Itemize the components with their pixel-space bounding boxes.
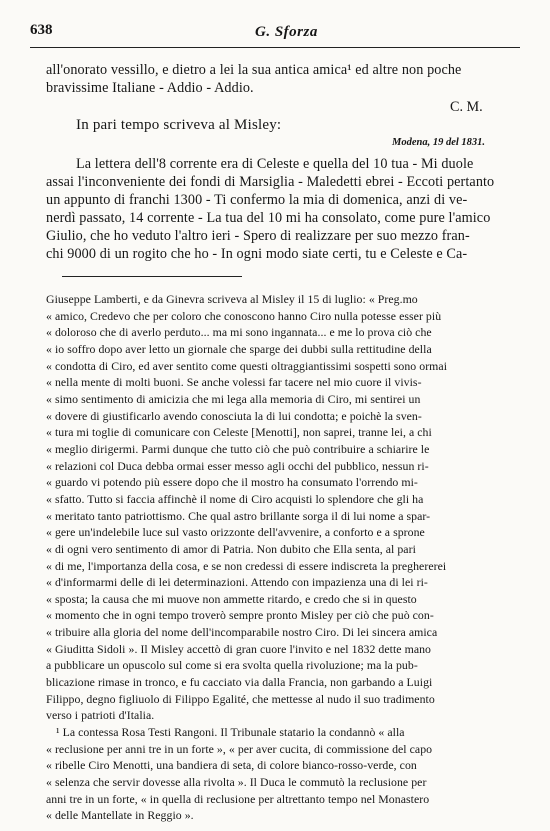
footnote-line: « io soffro dopo aver letto un giornale che sparge dei dubbi sulla rettitudine della <box>46 341 432 356</box>
footnote-line: « ribelle Ciro Menotti, una bandiera di seta, di colore bianco-rosso-verde, con <box>46 758 417 773</box>
page-number: 638 <box>30 22 53 38</box>
footnote-line: Filippo, degno figliuolo di Filippo Egalité, che mettesse al nudo il suo tradimento <box>46 691 435 706</box>
footnote-separator <box>62 276 242 277</box>
footnote-line: « simo sentimento di amicizia che mi lega alla memoria di Ciro, mi sentirei un <box>46 391 421 406</box>
text-line: bravissime Italiane - Addio - Addio. <box>46 80 254 96</box>
footnote-line: « Giuditta Sidoli ». Il Misley accettò di gran cuore l'invito e nel 1832 dette mano <box>46 641 432 656</box>
text-line: La lettera dell'8 corrente era di Celeste e quella del 10 tua - Mi duole <box>76 156 474 172</box>
footnote-line: « meritato tanto patriottismo. Che qual astro brillante sorga il di lui nome a spar- <box>46 508 431 523</box>
footnote-line: « selenza che servir dovesse alla rivolta ». Il Duca le commutò la reclusione per <box>46 775 427 790</box>
text-line: Giulio, che ho veduto l'altro ieri - Spero di realizzare per suo mezzo fran- <box>46 228 470 244</box>
page-header <box>0 0 550 50</box>
dateline: Modena, 19 del 1831. <box>392 137 486 148</box>
footnote-line: « nella mente di molti buoni. Se anche volessi far tacere nel mio cuore il vivis- <box>46 375 422 390</box>
footnote-line: « condotta di Ciro, ed aver sentito come questi oltraggiantissimi sospetti sono ormai <box>46 358 448 373</box>
footnote-line: verso i patrioti d'Italia. <box>46 708 155 723</box>
footnote-line: « momento che in ogni tempo troverò sempre pronto Misley per ciò che può con- <box>46 608 434 623</box>
signature: C. M. <box>450 99 483 115</box>
footnote-line: « doloroso che di averlo perduto... ma mi sono ingannata... e me lo prova ciò che <box>46 325 432 340</box>
text-line: nerdì passato, 14 corrente - La tua del 10 mi ha consolato, come pure l'amico <box>46 210 491 226</box>
footnote-line: « delle Mantellate in Reggio ». <box>46 808 194 823</box>
footnote-line: « reclusione per anni tre in un forte », « per aver cucita, di commissione del capo <box>46 741 433 756</box>
header-rule <box>30 47 520 48</box>
footnote-line: blicazione rimase in tronco, e fu cacciato via dalla Francia, non garbando a Luigi <box>46 675 433 690</box>
section-heading: In pari tempo scriveva al Misley: <box>76 117 282 133</box>
footnote-line: « dovere di giustificarlo avendo conosciuta la di lui condotta; e poichè la sven- <box>46 408 422 423</box>
text-line: un appunto di franchi 1300 - Ti confermo la mia di domenica, anzi di ve- <box>46 192 468 208</box>
footnote-line: « gere un'indelebile luce sul vasto orizzonte dell'avvenire, a conforto e a sprone <box>46 525 425 540</box>
footnote-line: « di ogni vero sentimento di amor di Patria. Non dubito che Ella senta, al pari <box>46 541 416 556</box>
text-line: assai l'inconveniente dei fondi di Marsiglia - Maledetti ebrei - Eccoti pertanto <box>46 174 495 190</box>
text-line: chi 9000 di un rogito che ho - In ogni modo siate certi, tu e Celeste e Ca- <box>46 246 468 262</box>
running-title: G. Sforza <box>255 24 318 40</box>
footnote-line: « meglio dirigermi. Parmi dunque che tutto ciò che può contribuire a schiarire le <box>46 441 430 456</box>
footnote-line: « sfatto. Tutto si faccia affinchè il nome di Ciro acquisti lo splendore che gli ha <box>46 491 424 506</box>
footnote-line: « relazioni col Duca debba ormai esser messo agli occhi del pubblico, nessun ri- <box>46 458 429 473</box>
footnote-line: Giuseppe Lamberti, e da Ginevra scriveva al Misley il 15 di luglio: « Preg.mo <box>46 292 418 306</box>
footnote-line: « d'informarmi delle di lei determinazioni. Attendo con impazienza una di lei ri- <box>46 575 428 590</box>
footnote-line: « guardo vi potendo più essere dopo che il mostro ha consumato l'orrendo mi- <box>46 475 418 490</box>
footnote-line: « tura mi toglie di comunicare con Celeste [Menotti], non saprei, tranne lei, a chi <box>46 425 432 440</box>
footnote-line: anni tre in un forte, « in quella di reclusione per altrettanto tempo nel Monastero <box>46 791 430 806</box>
footnote-line: « sposta; la causa che mi muove non ammette ritardo, e credo che si in questo <box>46 591 417 606</box>
footnote-line: ¹ La contessa Rosa Testi Rangoni. Il Tribunale statario la condannò « alla <box>56 725 405 740</box>
footnote-line: « di me, l'importanza della cosa, e se non credessi di essere indiscreta la preghererei <box>46 558 447 573</box>
text-line: all'onorato vessillo, e dietro a lei la sua antica amica¹ ed altre non poche <box>46 62 462 78</box>
footnote-line: « tribuire alla gloria del nome dell'incomparabile nostro Ciro. Di lei sincera amica <box>46 625 438 640</box>
footnote-line: a pubblicare un opuscolo sul come si era svolta quella rivoluzione; ma la pub- <box>46 658 418 673</box>
footnote-line: « amico, Credevo che per coloro che conoscono hanno Ciro nulla potesse esser più <box>46 308 442 323</box>
